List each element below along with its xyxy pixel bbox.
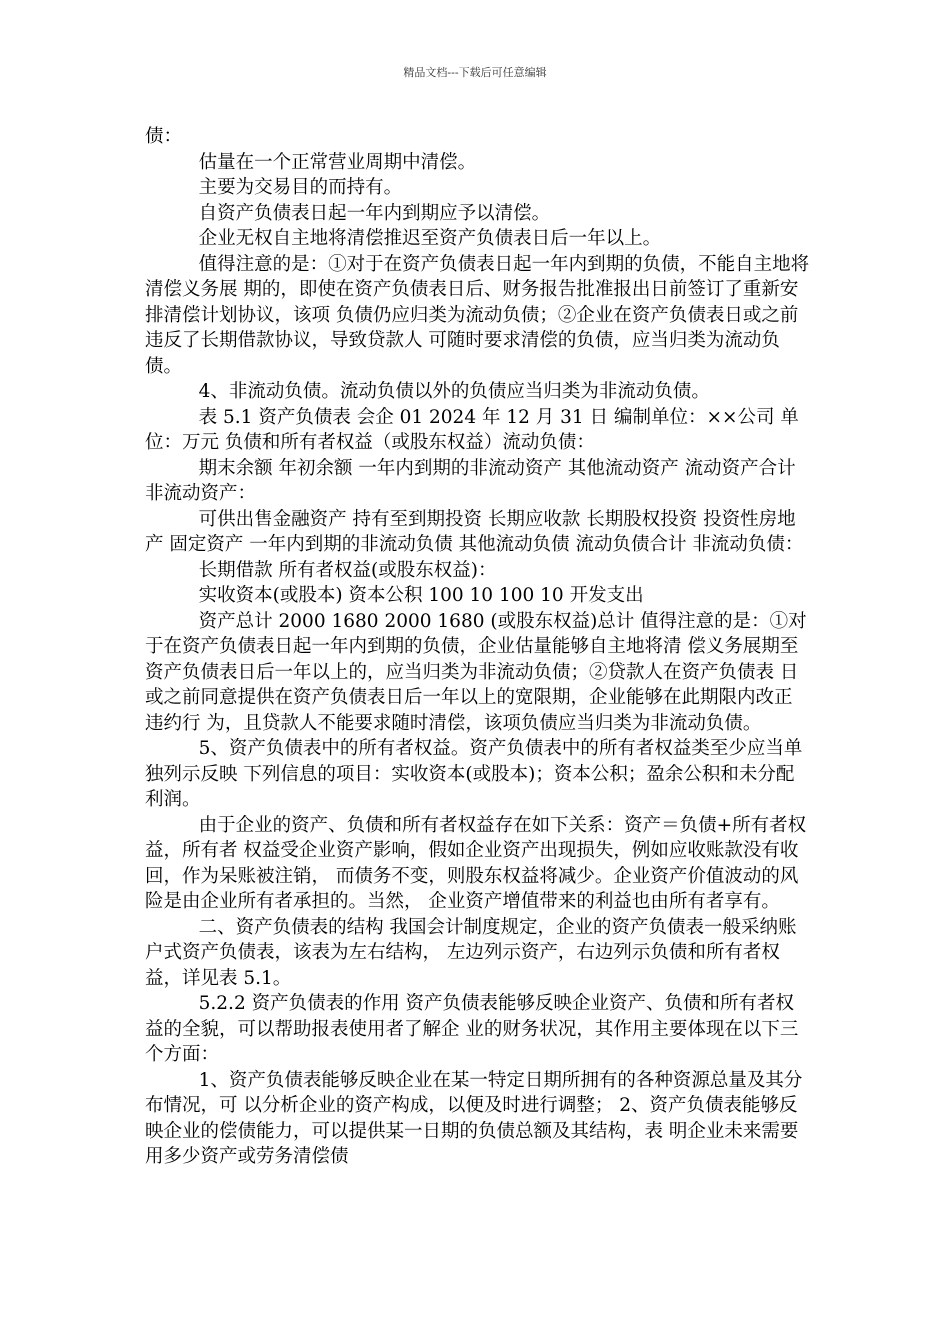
document-body [145, 124, 810, 1170]
paragraph: 主要为交易目的而持有。 [198, 177, 403, 198]
paragraph: 5、资产负债表中的所有者权益。资产负债表中的所有者权益类至少应当单独列示反映 下列信息的项目：实收资本(或股本)；资本公积；盈余公积和未分配利润。 [145, 738, 803, 810]
paragraph: 4、非流动负债。流动负债以外的负债应当归类为非流动负债。 [198, 381, 710, 402]
paragraph: 5.2.2 资产负债表的作用 资产负债表能够反映企业资产、负债和所有者权益的全貌，可以帮助报表使用者了解企 业的财务状况，其作用主要体现在以下三个方面： [145, 993, 799, 1065]
paragraph: 由于企业的资产、负债和所有者权益存在如下关系：资产＝负债+所有者权益，所有者 权益受企业资产影响，假如企业资产出现损失，例如应收账款没有收回，作为呆账被注销， 而债务不变，则股东权益将减少。企业资产价值波动的风险是由企业所有者承担的。当然， 企业资产增值带来的利益也由所有者享有。 [145, 814, 807, 912]
paragraph: 表 5.1 资产负债表 会企 01 2024 年 12 月 31 日 编制单位：××公司 单位：万元 负债和所有者权益（或股东权益）流动负债： [145, 406, 799, 453]
paragraph: 可供出售金融资产 持有至到期投资 长期应收款 长期股权投资 投资性房地产 固定资产 一年内到期的非流动负债 其他流动负债 流动负债合计 非流动负债： [145, 508, 804, 555]
paragraph: 实收资本(或股本) 资本公积 100 10 100 10 开发支出 [198, 585, 644, 606]
page-header: 精品文档---下载后可任意编辑 [403, 66, 547, 79]
paragraph: 期末余额 年初余额 一年内到期的非流动资产 其他流动资产 流动资产合计 非流动资产： [145, 457, 796, 504]
paragraph: 1、资产负债表能够反映企业在某一特定日期所拥有的各种资源总量及其分布情况，可 以分析企业的资产构成，以便及时进行调整； 2、资产负债表能够反映企业的偿债能力，可以提供某一日期的负债总额及其结构，表 明企业未来需要用多少资产或劳务清偿债 [145, 1069, 803, 1167]
paragraph: 值得注意的是：①对于在资产负债表日起一年内到期的负债，不能自主地将清偿义务展 期的，即使在资产负债表日后、财务报告批准报出日前签订了重新安排清偿计划协议，该项 负债仍应归类为流动负债；②企业在资产负债表日或之前违反了长期借款协议，导致贷款人 可随时要求清偿的负债，应当归类为流动负债。 [145, 253, 810, 377]
paragraph: 估量在一个正常营业周期中清偿。 [198, 151, 477, 173]
paragraph: 二、资产负债表的结构 我国会计制度规定，企业的资产负债表一般采纳账户式资产负债表，该表为左右结构， 左边列示资产，右边列示负债和所有者权益，详见表 5.1。 [145, 916, 797, 989]
paragraph: 自资产负债表日起一年内到期应予以清偿。 [198, 202, 551, 224]
paragraph: 资产总计 2000 1680 2000 1680 (或股东权益)总计 值得注意的是：①对于在资产负债表日起一年内到期的负债，企业估量能够自主地将清 偿义务展期至资产负债表日后一年以上的，应当归类为非流动负债；②贷款人在资产负债表 日或之前同意提供在资产负债表日后一年以上的宽限期，企业能够在此期限内改正违约行 为，且贷款人不能要求随时清偿，该项负债应当归类为非流动负债。 [145, 610, 807, 734]
paragraph: 长期借款 所有者权益(或股东权益)： [198, 559, 497, 581]
paragraph: 债： [145, 126, 183, 147]
paragraph: 企业无权自主地将清偿推迟至资产负债表日后一年以上。 [198, 228, 662, 249]
